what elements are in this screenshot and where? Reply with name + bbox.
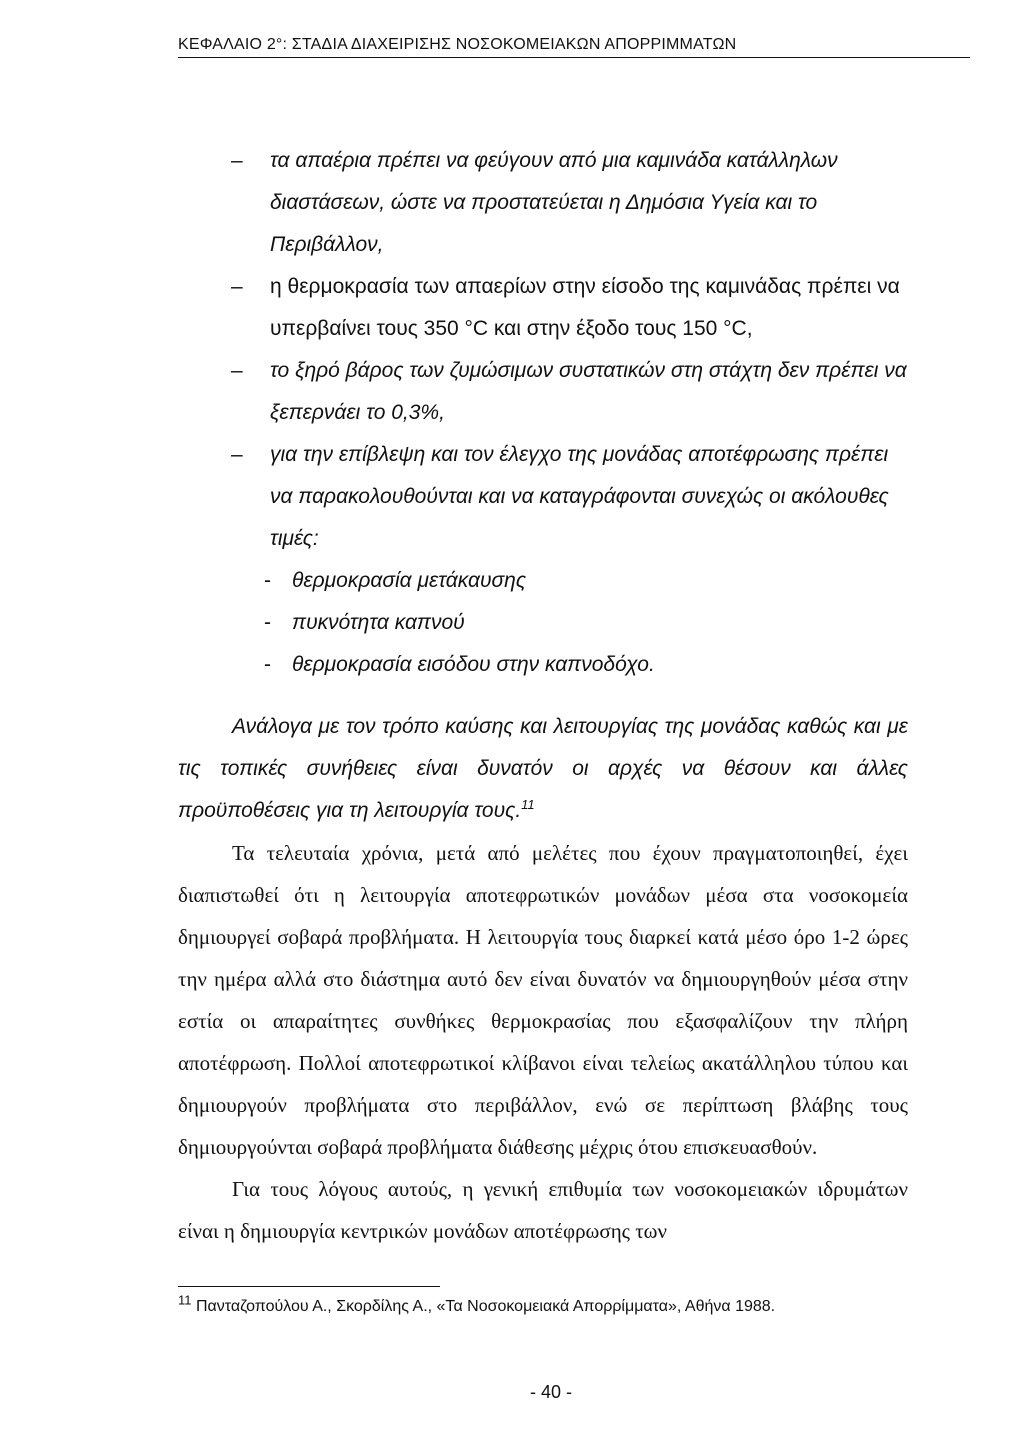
footnote-divider (178, 1286, 440, 1287)
footnote-reference[interactable]: 11 (521, 797, 535, 812)
sub-list-item (178, 560, 908, 602)
sub-list-item-text: θερμοκρασία εισόδου στην καπνοδόχο. (292, 653, 655, 676)
bullet-list (178, 140, 908, 686)
list-item (178, 140, 908, 266)
bullet-dash: – (231, 359, 243, 382)
footnote-text: Πανταζοπούλου Α., Σκορδίλης Α., «Τα Νοσοκομειακά Απορρίμματα», Αθήνα 1988. (195, 1298, 776, 1315)
list-item-text: τα απαέρια πρέπει να φεύγουν από μια καμινάδα κατάλληλων διαστάσεων, ώστε να προστατεύεται η Δημόσια Υγεία και το Περιβάλλον, (270, 149, 838, 256)
footnote (178, 1292, 938, 1316)
list-item-text: το ξηρό βάρος των ζυμώσιμων συστατικών στη στάχτη δεν πρέπει να ξεπερνάει το 0,3%, (270, 359, 907, 424)
footnote-marker: 11 (178, 1292, 192, 1308)
list-item-text: η θερμοκρασία των απαερίων στην είσοδο της καμινάδας πρέπει να υπερβαίνει τους 350 °C και στην έξοδο τους 150 °C, (270, 275, 900, 340)
paragraph (178, 706, 908, 832)
bullet-dash: – (231, 275, 243, 298)
paragraph: Για τους λόγους αυτούς, η γενική επιθυμία των νοσοκομειακών ιδρυμάτων είναι η δημιουργία κεντρικών μονάδων αποτέφρωσης των (178, 1177, 908, 1243)
list-item (178, 434, 908, 560)
body-text (178, 706, 908, 1252)
list-item (178, 266, 908, 350)
list-item-text: για την επίβλεψη και τον έλεγχο της μονάδας αποτέφρωσης πρέπει να παρακολουθούνται και να καταγράφονται συνεχώς οι ακόλουθες τιμές: (270, 443, 889, 550)
sub-list-item-text: θερμοκρασία μετάκαυσης (292, 569, 527, 592)
bullet-dash: – (231, 149, 243, 172)
page-number: - 40 - (529, 1382, 572, 1402)
list-item (178, 350, 908, 434)
sub-bullet-dash: - (264, 653, 271, 676)
sub-list-item-text: πυκνότητα καπνού (292, 611, 465, 634)
sub-bullet-dash: - (264, 569, 271, 592)
paragraph-text: Ανάλογα με τον τρόπο καύσης και λειτουργίας της μονάδας καθώς και με τις τοπικές συνήθειες είναι δυνατόν οι αρχές να θέσουν και άλλες προϋποθέσεις για τη λειτουργία τους. (178, 715, 908, 822)
paragraph: Τα τελευταία χρόνια, μετά από μελέτες που έχουν πραγματοποιηθεί, έχει διαπιστωθεί ότι η λειτουργία αποτεφρωτικών μονάδων μέσα στα νοσοκομεία δημιουργεί σοβαρά προβλήματα. Η λειτουργία τους διαρκεί κατά μέσο όρο 1-2 ώρες την ημέρα αλλά στο διάστημα αυτό δεν είναι δυνατόν να δημιουργηθούν μέσα στην εστία οι απαραίτητες συνθήκες θερμοκρασίας που εξασφαλίζουν την πλήρη αποτέφρωση. Πολλοί αποτεφρωτικοί κλίβανοι είναι τελείως ακατάλληλου τύπου και δημιουργούν προβλήματα στο περιβάλλον, ενώ σε περίπτωση βλάβης τους δημιουργούνται σοβαρά προβλήματα διάθεσης μέχρις ότου επισκευασθούν. (178, 841, 908, 1159)
sub-bullet-dash: - (264, 611, 271, 634)
chapter-header: ΚΕΦΑΛΑΙΟ 2°: ΣΤΑΔΙΑ ΔΙΑΧΕΙΡΙΣΗΣ ΝΟΣΟΚΟΜΕΙΑΚΩΝ ΑΠΟΡΡΙΜΜΑΤΩΝ (178, 36, 970, 58)
sub-list-item (178, 644, 908, 686)
sub-list-item (178, 602, 908, 644)
bullet-dash: – (231, 443, 243, 466)
